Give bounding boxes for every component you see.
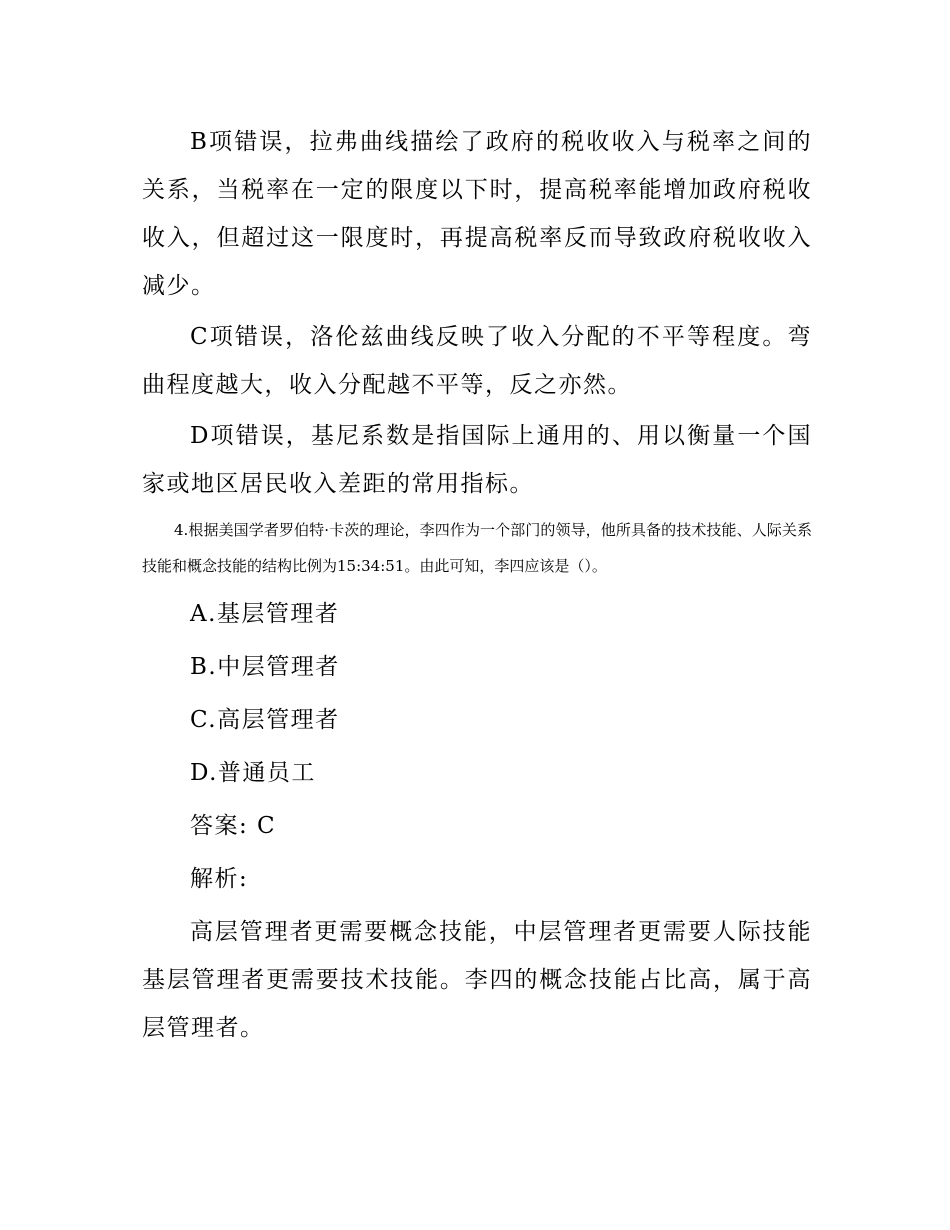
option-b: B.中层管理者 bbox=[190, 654, 340, 680]
explanation-c: C项错误，洛伦兹曲线反映了收入分配的不平等程度。弯曲程度越大，收入分配越不平等，反之亦然。 bbox=[142, 324, 812, 398]
document-page bbox=[142, 118, 812, 1055]
analysis-text: 高层管理者更需要概念技能，中层管理者更需要人际技能基层管理者更需要技术技能。李四的概念技能占比高，属于高层管理者。 bbox=[142, 919, 812, 1041]
question-4: 4.根据美国学者罗伯特·卡茨的理论，李四作为一个部门的领导，他所具备的技术技能、人际关系技能和概念技能的结构比例为15:34:51。由此可知，李四应该是（）。 bbox=[142, 521, 812, 575]
answer-line: 答案: C bbox=[190, 813, 277, 839]
explanation-d: D项错误，基尼系数是指国际上通用的、用以衡量一个国家或地区居民收入差距的常用指标。 bbox=[142, 423, 812, 497]
analysis-label: 解析: bbox=[190, 866, 249, 892]
option-c: C.高层管理者 bbox=[190, 707, 340, 733]
explanation-b: B项错误，拉弗曲线描绘了政府的税收收入与税率之间的关系，当税率在一定的限度以下时，提高税率能增加政府税收收入，但超过这一限度时，再提高税率反而导致政府税收收入减少。 bbox=[142, 129, 812, 299]
option-d: D.普通员工 bbox=[190, 760, 316, 786]
option-a: A.基层管理者 bbox=[190, 601, 340, 627]
